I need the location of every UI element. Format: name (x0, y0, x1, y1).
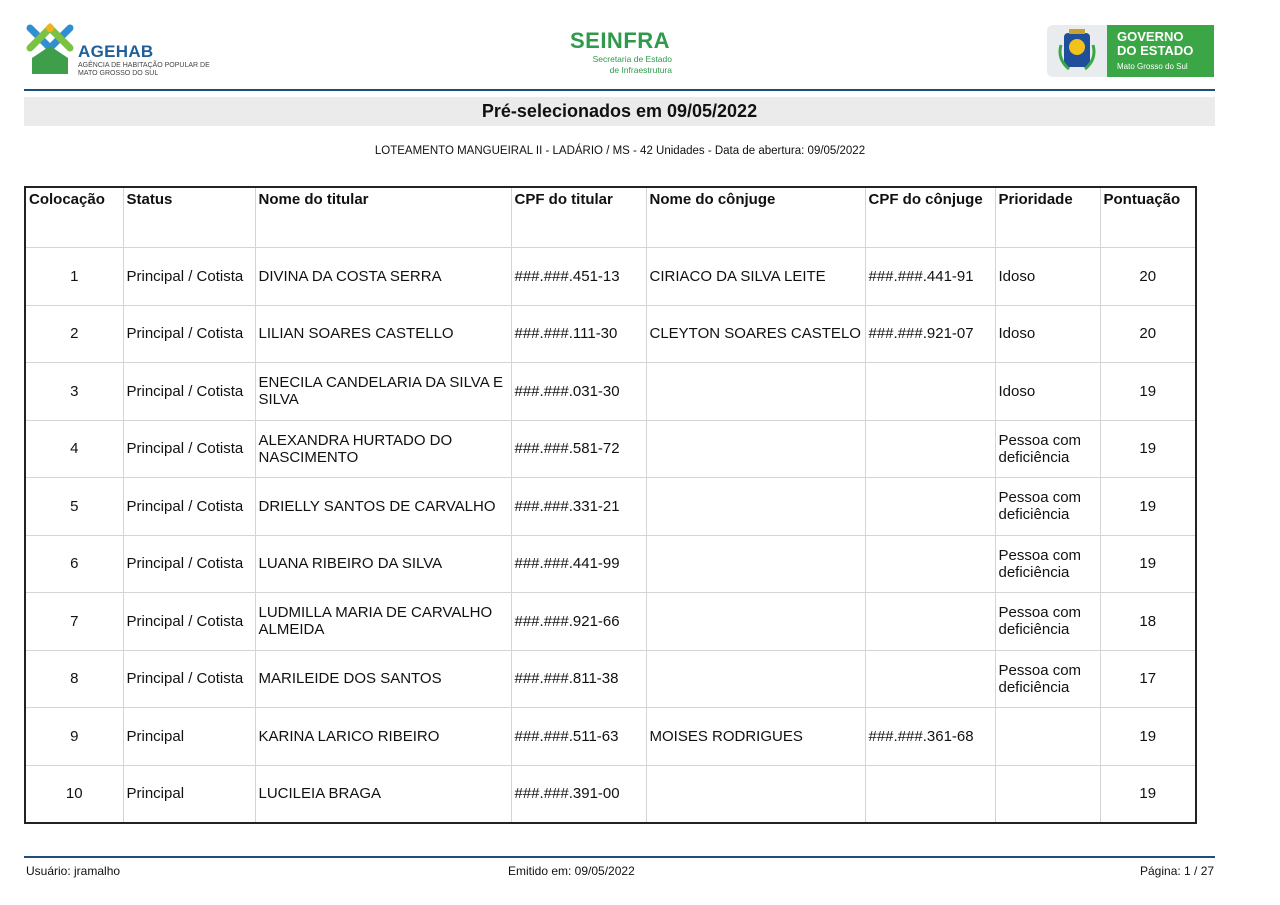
seinfra-line1: Secretaria de Estado (592, 54, 672, 64)
seinfra-name: SEINFRA (569, 28, 671, 53)
cell-pontuacao: 20 (1100, 248, 1196, 306)
table-header-row (25, 187, 1196, 248)
cell-colocacao: 7 (25, 593, 123, 651)
cell-cpf-conjuge (865, 478, 995, 536)
table-row (25, 248, 1196, 306)
cell-titular: ENECILA CANDELARIA DA SILVA E SILVA (255, 363, 511, 421)
cell-cpf-conjuge (865, 593, 995, 651)
cell-status: Principal (123, 708, 255, 766)
cell-pontuacao: 19 (1100, 765, 1196, 823)
cell-prioridade: Pessoa com deficiência (995, 650, 1100, 708)
table-row (25, 535, 1196, 593)
cell-cpf: ###.###.031-30 (511, 363, 646, 421)
cell-prioridade: Pessoa com deficiência (995, 478, 1100, 536)
footer-user: Usuário: jramalho (26, 864, 121, 878)
table-row (25, 420, 1196, 478)
cell-prioridade: Idoso (995, 305, 1100, 363)
cell-conjuge: CLEYTON SOARES CASTELO (646, 305, 865, 363)
cell-status: Principal / Cotista (123, 478, 255, 536)
cell-conjuge (646, 593, 865, 651)
cell-cpf-conjuge (865, 765, 995, 823)
cell-pontuacao: 18 (1100, 593, 1196, 651)
cell-prioridade (995, 708, 1100, 766)
cell-prioridade: Idoso (995, 363, 1100, 421)
footer-divider (24, 856, 1215, 858)
cell-pontuacao: 17 (1100, 650, 1196, 708)
governo-line1: GOVERNO (1117, 29, 1184, 44)
cell-cpf: ###.###.511-63 (511, 708, 646, 766)
cell-cpf: ###.###.581-72 (511, 420, 646, 478)
cell-cpf-conjuge (865, 650, 995, 708)
cell-colocacao: 6 (25, 535, 123, 593)
cell-cpf-conjuge: ###.###.441-91 (865, 248, 995, 306)
header-divider (24, 89, 1215, 91)
cell-conjuge (646, 478, 865, 536)
table-row (25, 363, 1196, 421)
cell-cpf-conjuge (865, 535, 995, 593)
cell-colocacao: 10 (25, 765, 123, 823)
column-header: Status (123, 187, 255, 248)
cell-status: Principal / Cotista (123, 650, 255, 708)
cell-titular: KARINA LARICO RIBEIRO (255, 708, 511, 766)
page-header (0, 0, 1280, 90)
cell-titular: MARILEIDE DOS SANTOS (255, 650, 511, 708)
cell-colocacao: 3 (25, 363, 123, 421)
cell-conjuge (646, 650, 865, 708)
cell-prioridade: Pessoa com deficiência (995, 420, 1100, 478)
cell-pontuacao: 20 (1100, 305, 1196, 363)
cell-titular: LUDMILLA MARIA DE CARVALHO ALMEIDA (255, 593, 511, 651)
cell-colocacao: 8 (25, 650, 123, 708)
selection-table (24, 186, 1197, 824)
footer-page-number: Página: 1 / 27 (1140, 864, 1215, 878)
cell-cpf-conjuge (865, 420, 995, 478)
cell-status: Principal / Cotista (123, 420, 255, 478)
cell-prioridade: Idoso (995, 248, 1100, 306)
table-row (25, 478, 1196, 536)
cell-cpf-conjuge: ###.###.921-07 (865, 305, 995, 363)
column-header: Nome do titular (255, 187, 511, 248)
state-seal-icon (1047, 25, 1107, 77)
cell-status: Principal / Cotista (123, 305, 255, 363)
column-header: Prioridade (995, 187, 1100, 248)
agehab-logo (26, 22, 210, 78)
cell-status: Principal / Cotista (123, 248, 255, 306)
governo-line3: Mato Grosso do Sul (1117, 62, 1188, 71)
cell-cpf-conjuge: ###.###.361-68 (865, 708, 995, 766)
cell-pontuacao: 19 (1100, 420, 1196, 478)
cell-conjuge (646, 420, 865, 478)
table-row (25, 650, 1196, 708)
cell-cpf: ###.###.921-66 (511, 593, 646, 651)
cell-cpf: ###.###.331-21 (511, 478, 646, 536)
cell-cpf-conjuge (865, 363, 995, 421)
agehab-subtitle: AGÊNCIA DE HABITAÇÃO POPULAR DE MATO GROSSO DO SUL (78, 62, 210, 77)
governo-box (1107, 25, 1214, 77)
column-header: CPF do cônjuge (865, 187, 995, 248)
table-row (25, 305, 1196, 363)
cell-status: Principal / Cotista (123, 535, 255, 593)
table-row (25, 708, 1196, 766)
cell-titular: LUCILEIA BRAGA (255, 765, 511, 823)
cell-cpf: ###.###.451-13 (511, 248, 646, 306)
cell-conjuge (646, 363, 865, 421)
cell-prioridade: Pessoa com deficiência (995, 593, 1100, 651)
cell-cpf: ###.###.391-00 (511, 765, 646, 823)
cell-pontuacao: 19 (1100, 535, 1196, 593)
cell-prioridade (995, 765, 1100, 823)
cell-colocacao: 9 (25, 708, 123, 766)
cell-conjuge (646, 765, 865, 823)
column-header: Pontuação (1100, 187, 1196, 248)
seinfra-logo (556, 28, 684, 76)
cell-cpf: ###.###.111-30 (511, 305, 646, 363)
cell-conjuge: MOISES RODRIGUES (646, 708, 865, 766)
cell-cpf: ###.###.441-99 (511, 535, 646, 593)
column-header: Nome do cônjuge (646, 187, 865, 248)
page-subtitle: LOTEAMENTO MANGUEIRAL II - LADÁRIO / MS - 42 Unidades - Data de abertura: 09/05/2022 (374, 145, 866, 157)
table-row (25, 593, 1196, 651)
cell-pontuacao: 19 (1100, 708, 1196, 766)
cell-colocacao: 1 (25, 248, 123, 306)
cell-titular: DRIELLY SANTOS DE CARVALHO (255, 478, 511, 536)
table-row (25, 765, 1196, 823)
cell-status: Principal / Cotista (123, 593, 255, 651)
column-header: Colocação (25, 187, 123, 248)
page-title: Pré-selecionados em 09/05/2022 (24, 97, 1215, 126)
cell-status: Principal / Cotista (123, 363, 255, 421)
cell-colocacao: 5 (25, 478, 123, 536)
governo-ms-logo (1047, 25, 1214, 77)
cell-titular: LILIAN SOARES CASTELLO (255, 305, 511, 363)
cell-titular: DIVINA DA COSTA SERRA (255, 248, 511, 306)
cell-colocacao: 2 (25, 305, 123, 363)
cell-conjuge (646, 535, 865, 593)
cell-titular: LUANA RIBEIRO DA SILVA (255, 535, 511, 593)
cell-status: Principal (123, 765, 255, 823)
seinfra-line2: de Infraestrutura (609, 65, 672, 75)
agehab-name: AGEHAB (78, 42, 154, 61)
footer-issued-date: Emitido em: 09/05/2022 (508, 864, 635, 878)
cell-cpf: ###.###.811-38 (511, 650, 646, 708)
cell-conjuge: CIRIACO DA SILVA LEITE (646, 248, 865, 306)
agehab-house-icon (26, 22, 74, 76)
cell-colocacao: 4 (25, 420, 123, 478)
cell-prioridade: Pessoa com deficiência (995, 535, 1100, 593)
governo-line2: DO ESTADO (1117, 43, 1194, 58)
cell-pontuacao: 19 (1100, 478, 1196, 536)
cell-titular: ALEXANDRA HURTADO DO NASCIMENTO (255, 420, 511, 478)
cell-pontuacao: 19 (1100, 363, 1196, 421)
column-header: CPF do titular (511, 187, 646, 248)
